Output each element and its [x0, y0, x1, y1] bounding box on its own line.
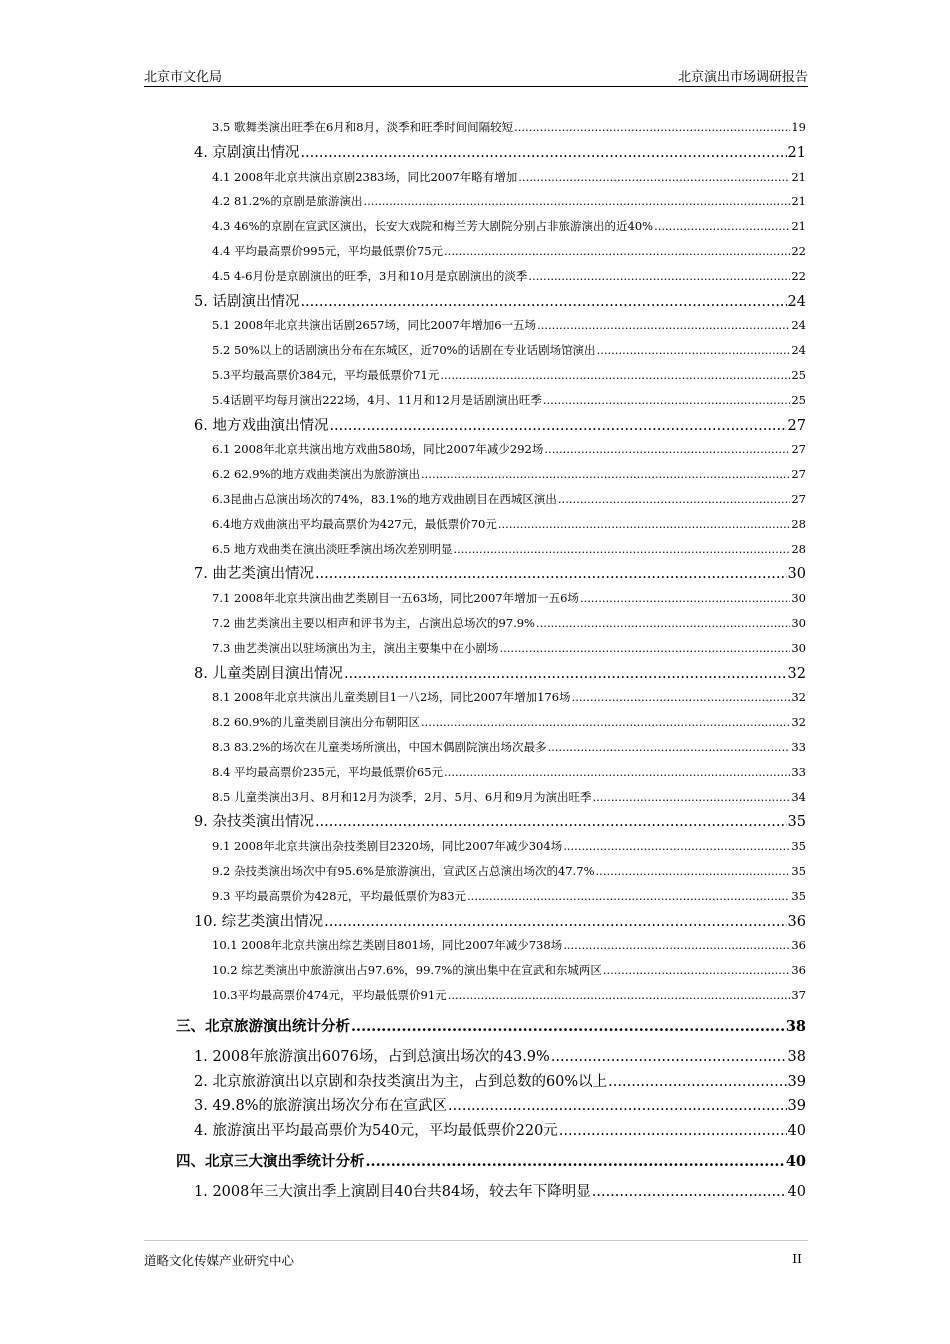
toc-entry-page: 38 — [787, 1048, 806, 1065]
toc-entry-title: 1. 2008年旅游演出6076场，占到总演出场次的43.9% — [194, 1048, 550, 1065]
toc-entry-page: 21 — [791, 194, 806, 209]
toc-entry[interactable] — [212, 887, 806, 905]
toc-entry-title: 6.4地方戏曲演出平均最高票价为427元，最低票价70元 — [212, 516, 497, 531]
toc-entry-page: 28 — [791, 516, 806, 531]
toc-entry-page: 25 — [791, 392, 806, 407]
toc-entry[interactable] — [176, 1017, 806, 1037]
toc-entry-page: 30 — [791, 640, 806, 655]
toc-entry-title: 8.4 平均最高票价235元，平均最低票价65元 — [212, 764, 444, 779]
toc-entry-page: 27 — [787, 417, 806, 434]
toc-entry[interactable] — [176, 1152, 806, 1172]
toc-leader-dots — [596, 862, 791, 880]
toc-entry[interactable] — [194, 912, 806, 932]
toc-entry-title: 4.2 81.2%的京剧是旅游演出 — [212, 194, 363, 209]
toc-entry-page: 24 — [787, 293, 806, 310]
toc-leader-dots — [421, 465, 790, 483]
toc-leader-dots — [592, 1182, 787, 1202]
toc-entry-page: 22 — [791, 268, 806, 283]
toc-entry-page: 36 — [787, 913, 806, 930]
toc-leader-dots — [528, 267, 790, 285]
toc-entry-title: 1. 2008年三大演出季上演剧目40台共84场，较去年下降明显 — [194, 1184, 591, 1200]
toc-entry-page: 32 — [791, 715, 806, 730]
toc-leader-dots — [558, 490, 790, 508]
toc-leader-dots — [603, 961, 791, 979]
toc-entry[interactable] — [212, 267, 806, 285]
toc-entry[interactable] — [212, 192, 806, 210]
toc-leader-dots — [467, 887, 790, 905]
toc-leader-dots — [543, 391, 791, 409]
toc-entry-title: 5. 话剧演出情况 — [194, 293, 300, 310]
toc-leader-dots — [444, 242, 790, 260]
toc-entry-page: 22 — [791, 244, 806, 258]
toc-entry[interactable] — [194, 1072, 806, 1092]
toc-entry-title: 6.5 地方戏曲类在演出淡旺季演出场次差别明显 — [212, 541, 453, 556]
toc-entry-title: 10.2 综艺类演出中旅游演出占97.6%，99.7%的演出集中在宣武和东城两区 — [212, 963, 602, 978]
toc-leader-dots — [351, 1017, 785, 1037]
toc-leader-dots — [572, 688, 791, 706]
toc-entry-page: 27 — [791, 467, 806, 482]
toc-entry-page: 32 — [791, 690, 806, 705]
header-right-text: 北京演出市场调研报告 — [677, 70, 808, 85]
toc-leader-dots — [580, 589, 790, 607]
toc-entry[interactable] — [194, 1096, 806, 1116]
toc-entry-title: 4.3 46%的京剧在宣武区演出，长安大戏院和梅兰芳大剧院分别占非旅游演出的近40% — [212, 219, 654, 234]
toc-entry-page: 39 — [787, 1073, 806, 1090]
toc-leader-dots — [537, 316, 790, 334]
toc-leader-dots — [315, 564, 787, 584]
toc-entry-title: 7.3 曲艺类演出以驻场演出为主，演出主要集中在小剧场 — [212, 640, 499, 655]
toc-leader-dots — [421, 713, 790, 731]
toc-leader-dots — [363, 192, 790, 210]
toc-entry[interactable] — [212, 217, 806, 235]
toc-entry-title: 4. 旅游演出平均最高票价为540元，平均最低票价220元 — [194, 1123, 558, 1140]
toc-entry[interactable] — [212, 341, 806, 359]
toc-entry-title: 5.1 2008年北京共演出话剧2657场，同比2007年增加6一五场 — [212, 318, 537, 333]
toc-entry-page: 25 — [791, 368, 806, 382]
toc-entry-page: 37 — [791, 988, 806, 1002]
toc-entry[interactable] — [212, 316, 806, 334]
toc-entry-page: 33 — [791, 740, 806, 754]
toc-entry[interactable] — [212, 986, 806, 1004]
toc-leader-dots — [551, 1047, 787, 1067]
toc-entry-title: 8. 儿童类剧目演出情况 — [194, 665, 343, 682]
toc-entry[interactable] — [212, 440, 806, 458]
toc-entry-title: 7.1 2008年北京共演出曲艺类剧目一五63场，同比2007年增加一五6场 — [212, 591, 579, 606]
toc-entry-title: 6. 地方戏曲演出情况 — [194, 417, 329, 434]
header-left-text: 北京市文化局 — [144, 70, 223, 85]
toc-entry[interactable] — [212, 465, 806, 483]
toc-entry-page: 40 — [785, 1153, 806, 1170]
toc-entry[interactable] — [212, 713, 806, 731]
toc-leader-dots — [300, 143, 786, 163]
toc-entry[interactable] — [212, 366, 806, 384]
toc-entry-title: 6.3昆曲占总演出场次的74%，83.1%的地方戏曲剧目在西城区演出 — [212, 492, 557, 506]
toc-entry-title: 4.1 2008年北京共演出京剧2383场，同比2007年略有增加 — [212, 169, 518, 184]
toc-entry-page: 35 — [787, 814, 806, 831]
toc-entry-title: 四、北京三大演出季统计分析 — [176, 1153, 365, 1170]
toc-entry[interactable] — [212, 936, 806, 954]
toc-entry-title: 8.3 83.2%的场次在儿童类场所演出，中国木偶剧院演出场次最多 — [212, 740, 547, 754]
toc-entry-page: 36 — [791, 963, 806, 978]
toc-leader-dots — [514, 118, 790, 136]
toc-entry[interactable] — [212, 540, 806, 558]
toc-entry-title: 5.2 50%以上的话剧演出分布在东城区，近70%的话剧在专业话剧场馆演出 — [212, 343, 596, 358]
toc-entry[interactable] — [212, 490, 806, 508]
toc-leader-dots — [448, 1096, 787, 1116]
toc-entry[interactable] — [212, 118, 806, 136]
toc-entry[interactable] — [194, 1182, 806, 1202]
toc-entry-title: 8.5 儿童类演出3月、8月和12月为淡季，2月、5月、6月和9月为演出旺季 — [212, 789, 592, 804]
toc-entry-page: 30 — [791, 616, 806, 630]
toc-entry[interactable] — [212, 961, 806, 979]
toc-entry-page: 35 — [791, 888, 806, 903]
toc-entry-page: 30 — [787, 566, 806, 583]
toc-entry-title: 3. 49.8%的旅游演出场次分布在宣武区 — [194, 1098, 448, 1115]
toc-leader-dots — [366, 1152, 785, 1172]
toc-entry[interactable] — [212, 515, 806, 533]
toc-entry-page: 28 — [791, 541, 806, 556]
page-number: II — [792, 1251, 802, 1266]
toc-leader-dots — [440, 366, 790, 384]
toc-leader-dots — [453, 540, 790, 558]
toc-entry[interactable] — [212, 688, 806, 706]
toc-entry[interactable] — [212, 862, 806, 880]
page-footer — [144, 1240, 808, 1271]
toc-leader-dots — [563, 837, 790, 855]
toc-leader-dots — [536, 614, 790, 632]
toc-entry-title: 9. 杂技类演出情况 — [194, 814, 314, 831]
toc-leader-dots — [324, 912, 786, 932]
toc-entry-page: 33 — [791, 764, 806, 779]
toc-leader-dots — [448, 986, 791, 1004]
toc-entry-page: 24 — [791, 318, 806, 333]
toc-entry-page: 32 — [787, 665, 806, 682]
toc-entry[interactable] — [212, 168, 806, 186]
toc-entry[interactable] — [212, 788, 806, 806]
toc-entry-page: 38 — [785, 1017, 806, 1035]
toc-leader-dots — [315, 812, 787, 832]
toc-leader-dots — [544, 440, 790, 458]
toc-entry-title: 7. 曲艺类演出情况 — [194, 566, 314, 583]
toc-entry[interactable] — [194, 292, 806, 312]
toc-leader-dots — [300, 292, 786, 312]
toc-entry-title: 9.1 2008年北京共演出杂技类剧目2320场，同比2007年减少304场 — [212, 839, 563, 854]
toc-entry[interactable] — [212, 242, 806, 260]
toc-leader-dots — [547, 738, 790, 756]
toc-entry-page: 30 — [791, 591, 806, 606]
toc-entry[interactable] — [194, 812, 806, 832]
toc-leader-dots — [329, 416, 786, 436]
toc-entry-title: 9.2 杂技类演出场次中有95.6%是旅游演出，宣武区占总演出场次的47.7% — [212, 864, 595, 878]
toc-entry-page: 40 — [787, 1184, 806, 1200]
toc-entry-title: 10.1 2008年北京共演出综艺类剧目801场，同比2007年减少738场 — [212, 938, 563, 953]
toc-leader-dots — [498, 515, 790, 533]
toc-leader-dots — [559, 1121, 787, 1141]
toc-entry-title: 4.4 平均最高票价995元，平均最低票价75元 — [212, 244, 444, 258]
toc-entry-title: 6.1 2008年北京共演出地方戏曲580场，同比2007年减少292场 — [212, 442, 544, 457]
footer-left-text: 道略文化传媒产业研究中心 — [144, 1253, 295, 1268]
toc-entry[interactable] — [212, 639, 806, 657]
toc-entry-title: 9.3 平均最高票价为428元，平均最低票价为83元 — [212, 888, 467, 903]
toc-leader-dots — [344, 664, 787, 684]
toc-entry[interactable] — [212, 837, 806, 855]
toc-entry-title: 4.5 4-6月份是京剧演出的旺季，3月和10月是京剧演出的淡季 — [212, 268, 528, 283]
toc-entry-title: 三、北京旅游演出统计分析 — [176, 1017, 350, 1035]
toc-entry[interactable] — [212, 738, 806, 756]
toc-entry-page: 35 — [791, 864, 806, 878]
toc-entry[interactable] — [194, 664, 806, 684]
toc-entry-title: 3.5 歌舞类演出旺季在6月和8月，淡季和旺季时间间隔较短 — [212, 120, 514, 134]
toc-entry-title: 10.3平均最高票价474元，平均最低票价91元 — [212, 988, 447, 1002]
toc-entry[interactable] — [194, 143, 806, 163]
toc-entry-page: 27 — [791, 442, 806, 457]
toc-leader-dots — [563, 936, 790, 954]
toc-leader-dots — [608, 1072, 786, 1092]
toc-entry[interactable] — [194, 1121, 806, 1141]
toc-entry-page: 27 — [791, 492, 806, 506]
toc-entry-title: 8.2 60.9%的儿童类剧目演出分布朝阳区 — [212, 715, 420, 730]
toc-entry[interactable] — [194, 416, 806, 436]
page-header — [144, 62, 808, 87]
toc-leader-dots — [518, 168, 790, 186]
toc-entry-title: 2. 北京旅游演出以京剧和杂技类演出为主，占到总数的60%以上 — [194, 1073, 608, 1090]
toc-entry-page: 24 — [791, 343, 806, 358]
toc-entry-title: 5.4话剧平均每月演出222场，4月、11月和12月是话剧演出旺季 — [212, 392, 542, 407]
toc-entry[interactable] — [212, 763, 806, 781]
toc-entry-page: 36 — [791, 938, 806, 953]
toc-entry-page: 21 — [787, 144, 806, 161]
toc-leader-dots — [654, 217, 790, 235]
toc-entry[interactable] — [194, 1047, 806, 1067]
toc-leader-dots — [592, 788, 790, 806]
toc-entry[interactable] — [212, 614, 806, 632]
toc-entry-page: 21 — [791, 219, 806, 234]
toc-entry-title: 6.2 62.9%的地方戏曲类演出为旅游演出 — [212, 467, 420, 482]
toc-entry-title: 8.1 2008年北京共演出儿童类剧目1一八2场，同比2007年增加176场 — [212, 690, 571, 705]
toc-entry-page: 35 — [791, 839, 806, 854]
toc-entry-title: 10. 综艺类演出情况 — [194, 913, 324, 930]
toc-entry-page: 19 — [791, 120, 806, 134]
toc-entry-title: 4. 京剧演出情况 — [194, 144, 300, 161]
toc-entry[interactable] — [212, 391, 806, 409]
toc-entry[interactable] — [194, 564, 806, 584]
toc-leader-dots — [499, 639, 790, 657]
toc-entry-page: 40 — [787, 1123, 806, 1140]
toc-leader-dots — [597, 341, 791, 359]
toc-entry-page: 21 — [791, 169, 806, 184]
toc-entry-title: 7.2 曲艺类演出主要以相声和评书为主，占演出总场次的97.9% — [212, 616, 535, 630]
toc-entry[interactable] — [212, 589, 806, 607]
toc-leader-dots — [444, 763, 790, 781]
toc-entry-title: 5.3平均最高票价384元，平均最低票价71元 — [212, 368, 440, 382]
toc-entry-page: 39 — [787, 1098, 806, 1115]
toc-entry-page: 34 — [791, 789, 806, 804]
